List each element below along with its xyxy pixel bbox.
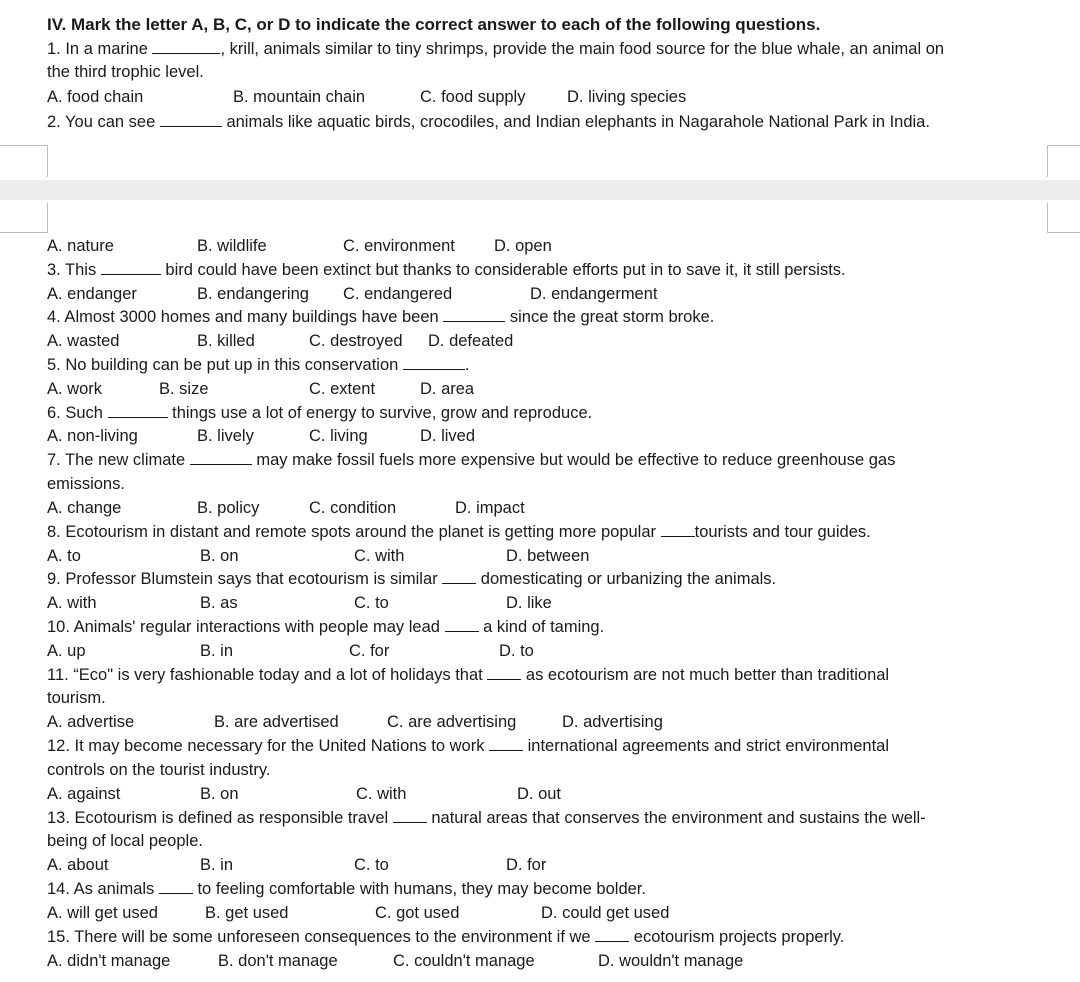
option-d[interactable]: D. endangerment	[530, 285, 658, 303]
answer-blank	[487, 665, 521, 680]
question-15: 15. There will be some unforeseen consequences to the environment if we ecotourism projects properly.	[47, 928, 845, 946]
option-a[interactable]: A. wasted	[47, 332, 120, 350]
option-b[interactable]: B. policy	[197, 499, 260, 517]
option-b[interactable]: B. are advertised	[214, 713, 339, 731]
option-b[interactable]: B. lively	[197, 427, 254, 445]
question-12-cont: controls on the tourist industry.	[47, 761, 271, 779]
option-c[interactable]: C. condition	[309, 499, 397, 517]
option-a[interactable]: A. didn't manage	[47, 952, 171, 970]
option-c[interactable]: C. living	[309, 427, 368, 445]
answer-blank	[403, 355, 465, 370]
option-c[interactable]: C. to	[354, 594, 389, 612]
option-a[interactable]: A. up	[47, 642, 86, 660]
option-c[interactable]: C. environment	[343, 237, 455, 255]
option-a[interactable]: A. to	[47, 547, 81, 565]
option-d[interactable]: D. open	[494, 237, 552, 255]
option-b[interactable]: B. on	[200, 547, 239, 565]
option-b[interactable]: B. don't manage	[218, 952, 338, 970]
question-9: 9. Professor Blumstein says that ecotourism is similar domesticating or urbanizing the animals.	[47, 570, 777, 588]
answer-blank	[595, 927, 629, 942]
option-d[interactable]: D. wouldn't manage	[598, 952, 744, 970]
answer-blank	[108, 403, 168, 418]
question-2: 2. You can see animals like aquatic birds, crocodiles, and Indian elephants in Nagarahole National Park in India.	[47, 113, 930, 131]
section-heading: IV. Mark the letter A, B, C, or D to indicate the correct answer to each of the following questions.	[47, 15, 821, 34]
question-11-cont: tourism.	[47, 689, 106, 707]
option-d[interactable]: D. between	[506, 547, 590, 565]
option-c[interactable]: C. extent	[309, 380, 376, 398]
option-d[interactable]: D. defeated	[428, 332, 514, 350]
question-5: 5. No building can be put up in this conservation .	[47, 356, 470, 374]
option-a[interactable]: A. change	[47, 499, 122, 517]
option-a[interactable]: A. non-living	[47, 427, 138, 445]
question-1-cont: the third trophic level.	[47, 63, 204, 81]
answer-blank	[489, 736, 523, 751]
page-break	[0, 180, 1080, 200]
option-b[interactable]: B. get used	[205, 904, 289, 922]
option-d[interactable]: D. impact	[455, 499, 525, 517]
option-c[interactable]: C. destroyed	[309, 332, 403, 350]
option-b[interactable]: B. wildlife	[197, 237, 267, 255]
option-d[interactable]: D. for	[506, 856, 547, 874]
option-d[interactable]: D. to	[499, 642, 534, 660]
question-3: 3. This bird could have been extinct but thanks to considerable efforts put in to save it, it still persists.	[47, 261, 846, 279]
option-c[interactable]: C. with	[354, 547, 405, 565]
option-a[interactable]: A. advertise	[47, 713, 135, 731]
answer-blank	[442, 569, 476, 584]
question-1: 1. In a marine , krill, animals similar to tiny shrimps, provide the main food source for the blue whale, an animal on	[47, 40, 945, 58]
answer-blank	[152, 39, 220, 54]
option-a[interactable]: A. about	[47, 856, 109, 874]
option-c[interactable]: C. with	[356, 785, 407, 803]
option-a[interactable]: A. will get used	[47, 904, 158, 922]
answer-blank	[445, 617, 479, 632]
option-d[interactable]: D. could get used	[541, 904, 670, 922]
option-b[interactable]: B. size	[159, 380, 209, 398]
question-12: 12. It may become necessary for the United Nations to work international agreements and strict environmental	[47, 737, 889, 755]
option-d[interactable]: D. advertising	[562, 713, 663, 731]
answer-blank	[160, 112, 222, 127]
option-b[interactable]: B. as	[200, 594, 238, 612]
option-c[interactable]: C. couldn't manage	[393, 952, 535, 970]
option-a[interactable]: A. work	[47, 380, 103, 398]
question-7-cont: emissions.	[47, 475, 125, 493]
option-b[interactable]: B. in	[200, 642, 234, 660]
answer-blank	[159, 879, 193, 894]
option-d[interactable]: D. out	[517, 785, 562, 803]
answer-blank	[190, 450, 252, 465]
option-c[interactable]: C. are advertising	[387, 713, 517, 731]
option-a[interactable]: A. nature	[47, 237, 114, 255]
question-8: 8. Ecotourism in distant and remote spots around the planet is getting more popular tourists and tour guides.	[47, 523, 871, 541]
option-c[interactable]: C. got used	[375, 904, 460, 922]
option-c[interactable]: C. endangered	[343, 285, 453, 303]
option-d[interactable]: D. like	[506, 594, 552, 612]
option-a[interactable]: A. with	[47, 594, 97, 612]
option-b[interactable]: B. in	[200, 856, 234, 874]
option-d[interactable]: D. lived	[420, 427, 476, 445]
option-a[interactable]: A. endanger	[47, 285, 137, 303]
option-b[interactable]: B. mountain chain	[233, 88, 366, 106]
option-b[interactable]: B. on	[200, 785, 239, 803]
question-6: 6. Such things use a lot of energy to survive, grow and reproduce.	[47, 404, 593, 422]
question-13-cont: being of local people.	[47, 832, 203, 850]
question-11: 11. “Eco" is very fashionable today and a lot of holidays that as ecotourism are not much better than traditional	[47, 666, 890, 684]
option-b[interactable]: B. killed	[197, 332, 255, 350]
option-c[interactable]: C. to	[354, 856, 389, 874]
option-b[interactable]: B. endangering	[197, 285, 309, 303]
answer-blank	[443, 307, 505, 322]
option-d[interactable]: D. living species	[567, 88, 687, 106]
option-a[interactable]: A. food chain	[47, 88, 144, 106]
option-c[interactable]: C. for	[349, 642, 390, 660]
question-4: 4. Almost 3000 homes and many buildings have been since the great storm broke.	[47, 308, 715, 326]
question-13: 13. Ecotourism is defined as responsible travel natural areas that conserves the environment and sustains the well-	[47, 809, 926, 827]
question-14: 14. As animals to feeling comfortable with humans, they may become bolder.	[47, 880, 646, 898]
answer-blank	[101, 260, 161, 275]
option-a[interactable]: A. against	[47, 785, 121, 803]
answer-blank	[661, 522, 695, 537]
question-10: 10. Animals' regular interactions with people may lead a kind of taming.	[47, 618, 605, 636]
answer-blank	[393, 808, 427, 823]
option-c[interactable]: C. food supply	[420, 88, 526, 106]
question-7: 7. The new climate may make fossil fuels more expensive but would be effective to reduce greenhouse gas	[47, 451, 896, 469]
option-d[interactable]: D. area	[420, 380, 475, 398]
